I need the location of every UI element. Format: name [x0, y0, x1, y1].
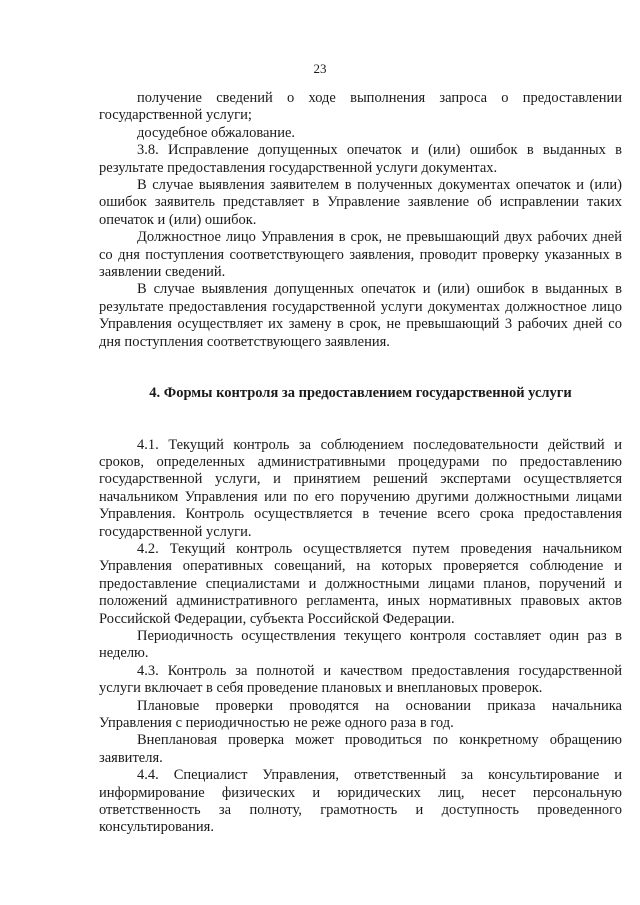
paragraph-4-2: 4.2. Текущий контроль осуществляется путем проведения начальником Управления оперативных совещаний, на которых проверяется соблюдение и предоставление специалистами и должностными лицами планов, поручений и положений административного регламента, иных нормативных правовых актов Российской Федерации, субъекта Российской Федерации.	[99, 540, 622, 627]
paragraph-official-check: Должностное лицо Управления в срок, не превышающий двух рабочих дней со дня поступления соответствующего заявления, проводит проверку указанных в заявлении сведений.	[99, 229, 622, 281]
paragraph-4-3: 4.3. Контроль за полнотой и качеством предоставления государственной услуги включает в себя проведение плановых и внеплановых проверок.	[99, 662, 622, 697]
paragraph-4-1: 4.1. Текущий контроль за соблюдением последовательности действий и сроков, определенных административными процедурами по предоставлению государственной услуги, и принятием решений экспертами осуществляется начальником Управления или по его поручению другими должностными лицами Управления. Контроль осуществляется в течение всего срока предоставления государственной услуги.	[99, 436, 622, 540]
paragraph-status-info: получение сведений о ходе выполнения запроса о предоставлении государственной услуги;	[99, 90, 622, 124]
document-body	[99, 90, 622, 837]
paragraph-3-8: 3.8. Исправление допущенных опечаток и (или) ошибок в выданных в результате предоставления государственной услуги документах.	[99, 142, 622, 176]
paragraph-replacement: В случае выявления допущенных опечаток и (или) ошибок в выданных в результате предоставления государственной услуги документах должностное лицо Управления осуществляет их замену в срок, не превышающий 3 рабочих дней со дня поступления соответствующего заявления.	[99, 281, 622, 350]
paragraph-planned-checks: Плановые проверки проводятся на основании приказа начальника Управления с периодичностью не реже одного раза в год.	[99, 697, 622, 731]
paragraph-errors-detected: В случае выявления заявителем в полученных документах опечаток и (или) ошибок заявитель представляет в Управление заявление об исправлении таких опечаток и (или) ошибок.	[99, 177, 622, 228]
paragraph-4-4: 4.4. Специалист Управления, ответственный за консультирование и информирование физических и юридических лиц, несет персональную ответственность за полноту, грамотность и доступность проведенного консультирования.	[99, 767, 622, 836]
paragraph-unplanned-check: Внеплановая проверка может проводиться по конкретному обращению заявителя.	[99, 732, 622, 766]
paragraph-appeal: досудебное обжалование.	[137, 124, 296, 141]
paragraph-periodicity: Периодичность осуществления текущего контроля составляет один раз в неделю.	[99, 627, 622, 662]
section-heading: 4. Формы контроля за предоставлением государственной услуги	[149, 385, 572, 402]
page-number: 23	[313, 61, 327, 76]
